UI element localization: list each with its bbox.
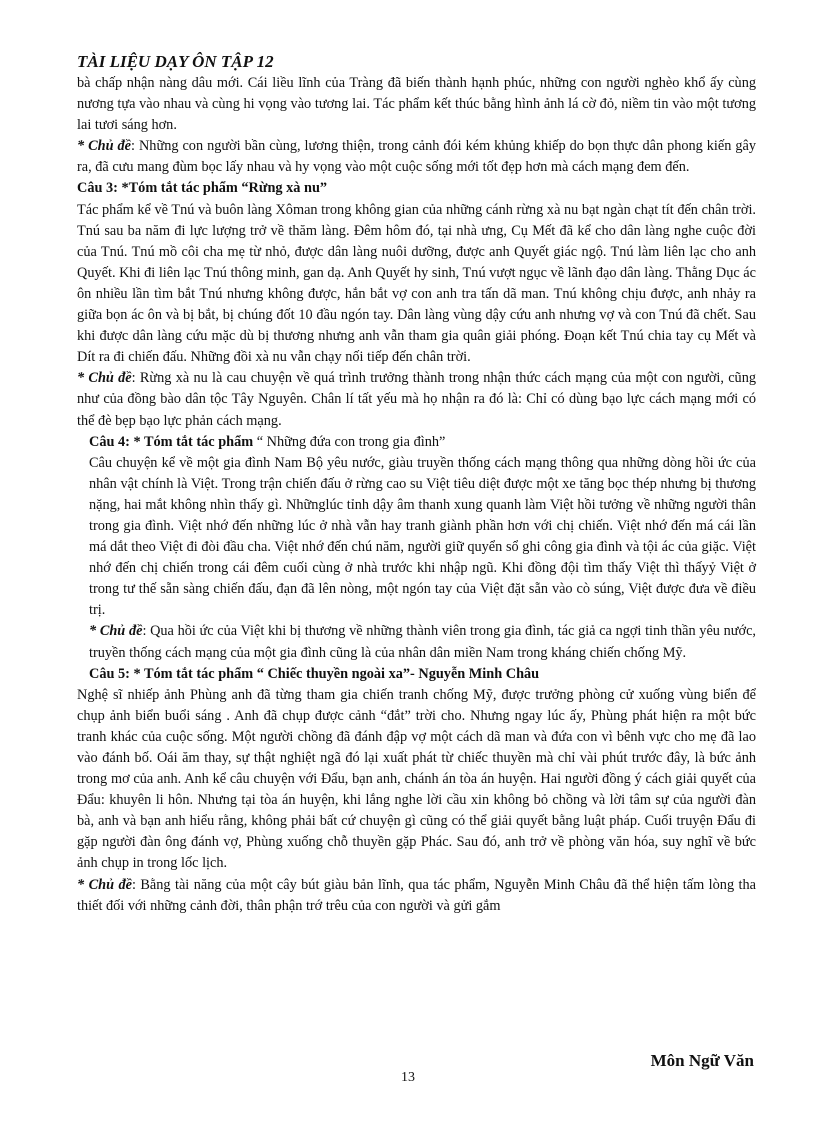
theme-label: * Chủ đề bbox=[77, 138, 132, 155]
q3-summary: Tác phẩm kể về Tnú và buôn làng Xôman trong không gian của những cánh rừng xà nu bạt ngàn chạt tít đến chân trời. Tnú sau ba năm đi lực lượng trở về thăm làng. Đêm hôm đó, tại nhà ưng, Cụ Mết đã kể cho dân làng nghe cuộc đời của Tnú. Tnú mồ côi cha mẹ từ nhỏ, được dân làng nuôi dưỡng, được anh Quyết giác ngộ. Tnú làm liên lạc cho anh Quyết. Khi đi liên lạc Tnú thông minh, gan dạ. Anh Quyết hy sinh, Tnú vượt ngục về lãnh đạo dân làng. Thằng Dục ác ôn nhiều lần tìm bắt Tnú nhưng không được, hắn bắt vợ con anh tra tấn dã man. Tnú không chịu được, anh nhảy ra giữa bọn ác ôn và bị bắt, bị chúng đốt 10 đầu ngón tay. Dân làng vùng dậy cứu anh nhưng vợ và con Tnú đã chết. Sau khi được dân làng cứu mặc dù bị thương nhưng anh vẫn tham gia quân giải phóng. Đoạn kết Tnú chia tay cụ Mết và Dít ra đi chiến đấu. Những đồi xà nu vẫn chạy nối tiếp đến chân trời. bbox=[77, 201, 756, 366]
q3-theme bbox=[77, 368, 756, 431]
theme-text: : Bằng tài năng của một cây bút giàu bản lĩnh, qua tác phẩm, Nguyễn Minh Châu đã thể hiện tấm lòng tha thiết đối với những cảnh đời, thân phận trớ trêu của con người và gửi gắm bbox=[77, 876, 756, 914]
page-number: 13 bbox=[401, 1070, 415, 1085]
theme-text: : Những con người bần cùng, lương thiện, trong cảnh đói kém khủng khiếp do bọn thực dân phong kiến gây ra, đã cưu mang đùm bọc lấy nhau và hy vọng vào một cuộc sống mới tốt đẹp hơn mà cách mạng đem đến. bbox=[77, 138, 756, 176]
theme-label: * Chủ đề bbox=[89, 623, 143, 640]
footer-subject: Môn Ngữ Văn bbox=[650, 1051, 754, 1070]
document-body bbox=[77, 73, 756, 917]
q4-heading: Câu 4: * Tóm tắt tác phẩm bbox=[89, 433, 254, 450]
intro-paragraph bbox=[77, 73, 756, 136]
theme-text: : Qua hồi ức của Việt khi bị thương về những thành viên trong gia đình, tác giả ca ngợi tinh thần yêu nước, truyền thống cách mạng của một gia đình cũng là của nhân dân miền Nam trong kháng chiến chống Mỹ. bbox=[89, 623, 756, 661]
q5-theme bbox=[77, 875, 756, 917]
theme-text: : Rừng xà nu là cau chuyện về quá trình trưởng thành trong nhận thức cách mạng của một con người, cũng như của đồng bào dân tộc Tây Nguyên. Chân lí tất yếu mà họ nhận ra đó là: Chỉ có dùng bạo lực cách mạng mới có thể đè bẹp bạo lực phản cách mạng. bbox=[77, 370, 757, 429]
q4-work-title: “ Những đứa con trong gia đình” bbox=[253, 433, 446, 450]
intro-text: bà chấp nhận nàng dâu mới. Cái liều lĩnh của Tràng đã biến thành hạnh phúc, những con người nghèo khổ ấy cùng nương tựa vào nhau và cùng hi vọng vào tương lai. Tác phẩm kết thúc bằng hình ảnh lá cờ đỏ, niềm tin vào một tương lai tươi sáng hơn. bbox=[77, 75, 756, 134]
q4-heading-line bbox=[77, 432, 756, 453]
theme-label: * Chủ đề bbox=[77, 876, 132, 893]
q5-summary: Nghệ sĩ nhiếp ảnh Phùng anh đã từng tham gia chiến tranh chống Mỹ, được trưởng phòng cử xuống vùng biển để chụp ảnh biển buổi sáng . Anh đã chụp được cảnh “đắt” trời cho. Nhưng ngay lúc ấy, Phùng phát hiện ra một bức tranh khác của cuộc sống. Một người chồng đã đánh đập vợ một cách dã man và đứa con vì bênh vực cho mẹ đã lao vào đánh bố. Oái ăm thay, sự thật nghiệt ngã đó lại xuất phát từ chiếc thuyền mà chỉ vài phút trước đây, là bức ảnh trong mơ của anh. Anh kể câu chuyện với Đẩu, bạn anh, chánh án tòa án huyện. Hai người đồng ý cách giải quyết của Đẩu: khuyên li hôn. Nhưng tại tòa án huyện, khi lắng nghe lời cầu xin không bỏ chồng và lời tâm sự của người đàn bà, anh và bạn anh hiểu rằng, không phải bất cứ chuyện gì cũng có thể giải quyết bằng luật pháp. Cuối truyện Đẩu đi gặp người đàn ông đánh vợ, Phùng xuống chỗ thuyền gặp Phác. Sau đó, anh trở về phòng văn hóa, suy nghĩ về bức ảnh chụp in trong lốc lịch. bbox=[77, 686, 756, 872]
q4-theme bbox=[77, 621, 756, 663]
header-title: TÀI LIỆU DẠY ÔN TẬP 12 bbox=[77, 52, 274, 71]
intro-theme bbox=[77, 136, 756, 178]
theme-label: * Chủ đề bbox=[77, 370, 132, 387]
q5-heading: Câu 5: * Tóm tắt tác phẩm “ Chiếc thuyền ngoài xa”- Nguyễn Minh Châu bbox=[89, 665, 540, 682]
q3-heading: Câu 3: *Tóm tắt tác phẩm “Rừng xà nu” bbox=[77, 180, 328, 197]
q4-summary: Câu chuyện kể về một gia đình Nam Bộ yêu nước, giàu truyền thống cách mạng thông qua những dòng hồi ức của nhân vật chính là Việt. Trong trận chiến đấu ở rừng cao su Việt tiêu diệt được một xe tăng bọc thép nhưng bị thương nặng, hai mắt không nhìn thấy gì. Nhữnglúc tỉnh dậy âm thanh xung quanh làm Việt hồi tưởng về những người thân trong gia đình. Việt nhớ đến những lúc ở nhà vẫn hay tranh giành phần hơn với chị chiến. Việt nhớ đến má cái lần má dắt theo Việt đi đòi đầu cha. Việt nhớ đến chú năm, người giữ quyển sổ ghi công gia đình và tội ác của giặc. Việt nhớ đến chị chiến trong cái đêm cuối cùng ở nhà trước khi nhập ngũ. Khi đồng đội tìm thấy Việt thì thấyỷ Việt ở trong tư thế sẵn sàng chiến đấu, đạn đã lên nòng, một ngón tay của Việt đặt sẵn vào cò súng, Việt được đưa về điều trị. bbox=[89, 454, 756, 619]
